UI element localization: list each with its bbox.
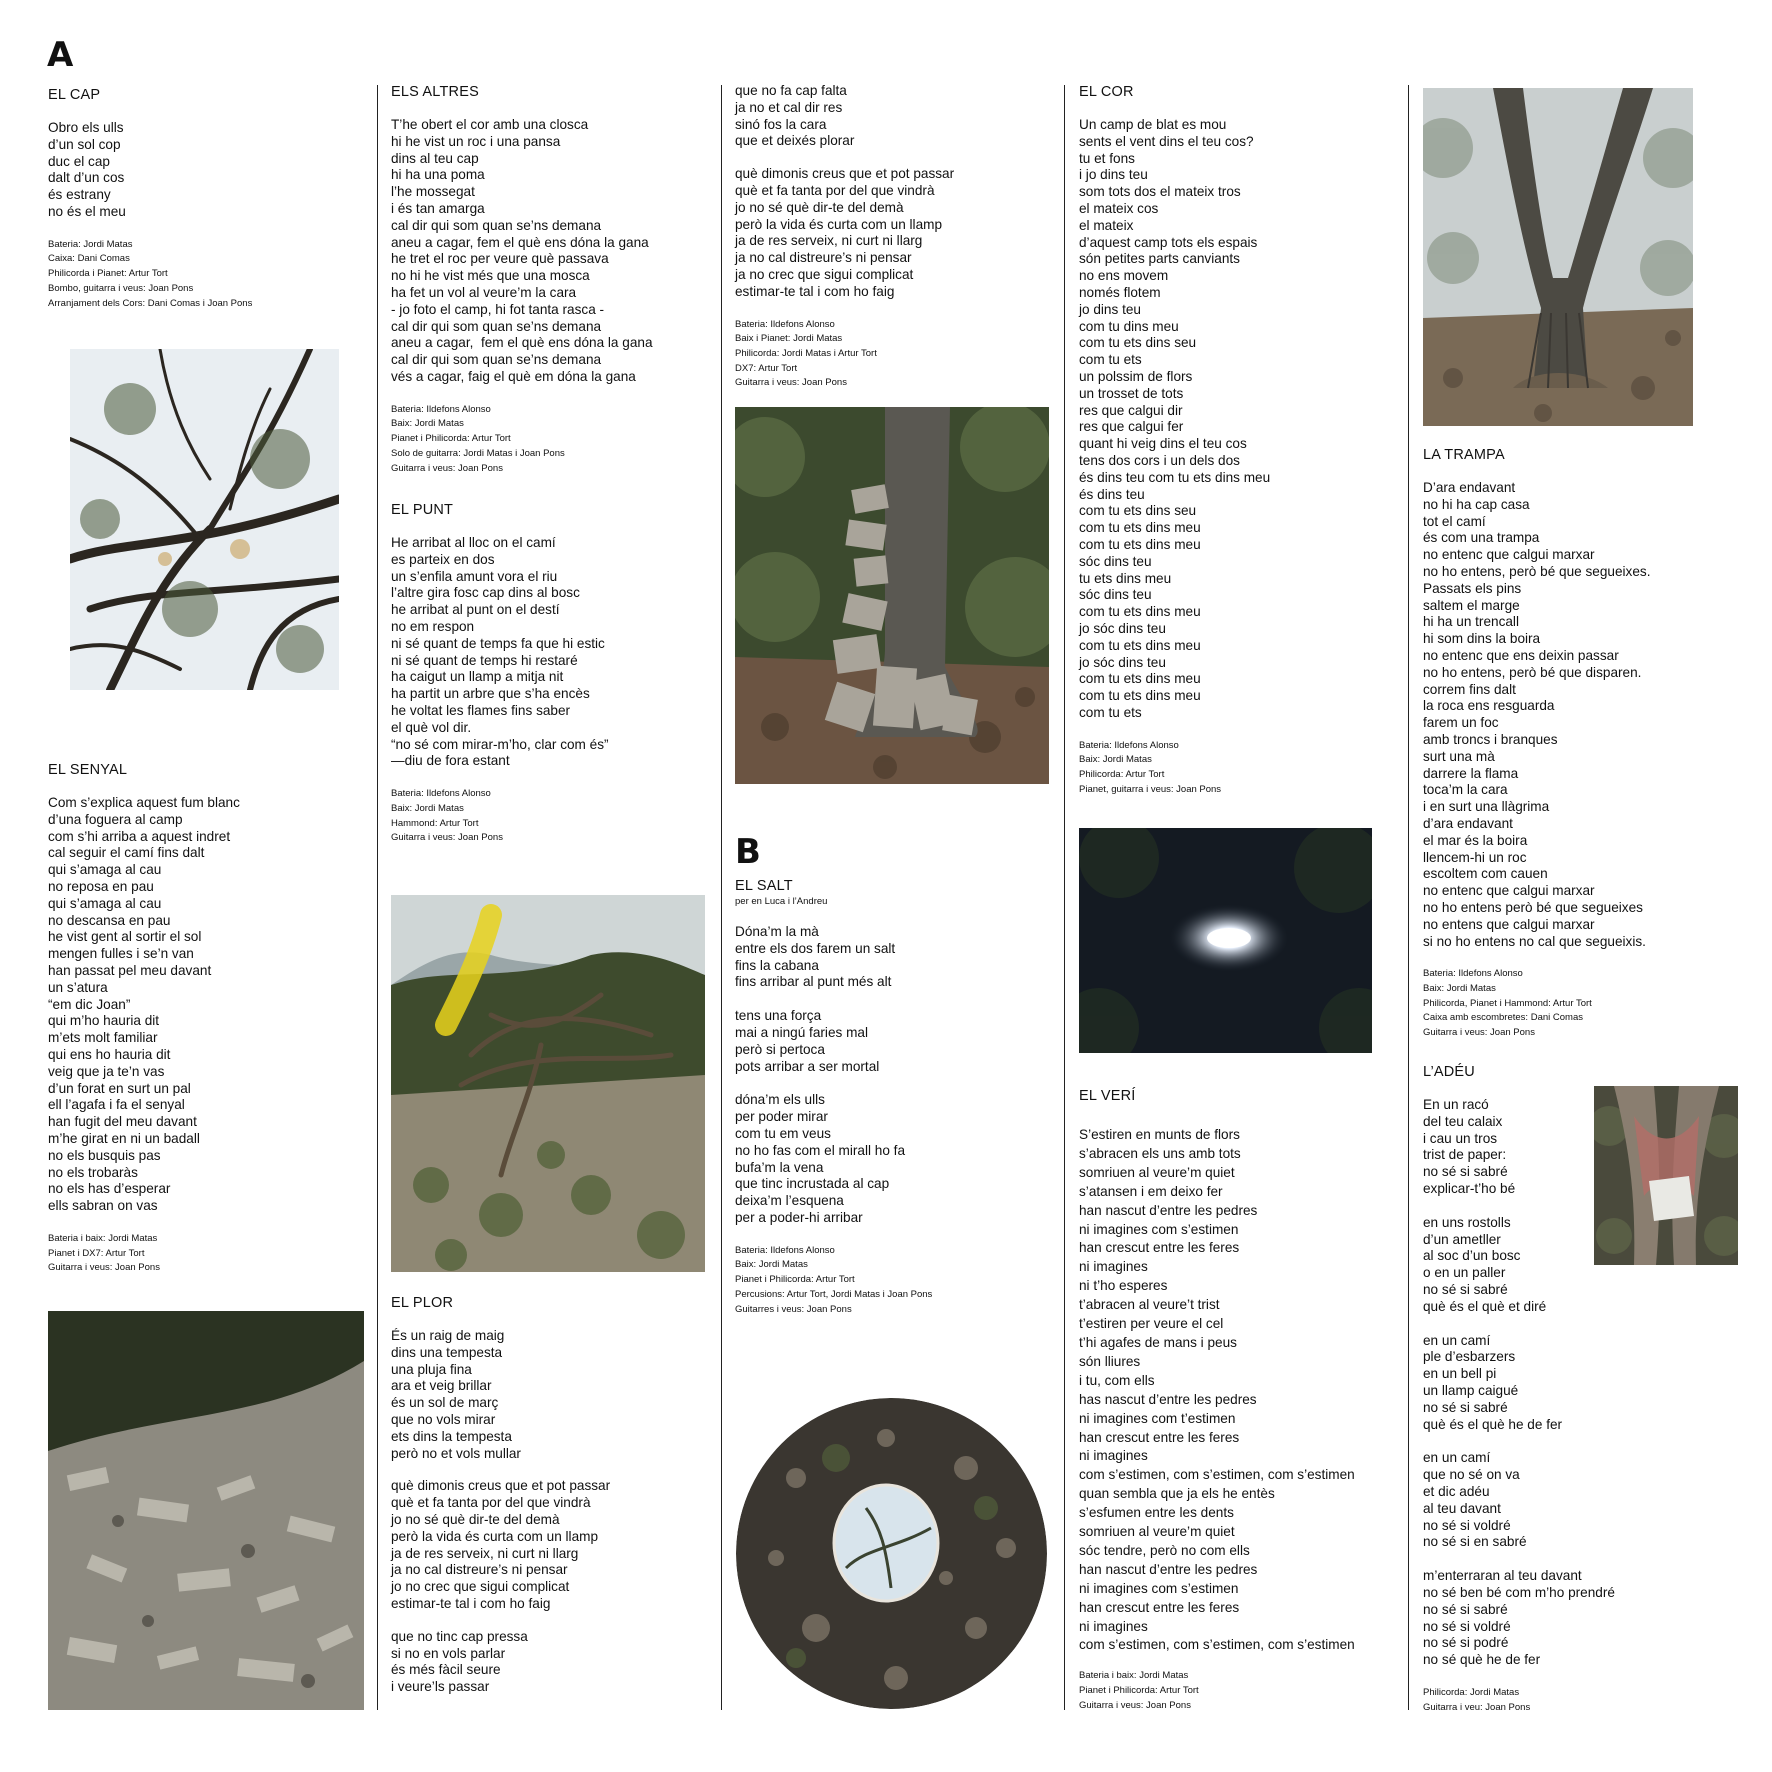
song-lyrics: què dimonis creus que et pot passar què et fa tanta por del que vindrà jo no sé què dir-te del demà però la vida és curta com un llamp ja de res serveix, ni curt ni llarg ja no cal distreure’s ni pensar jo no crec que sigui complicat estimar-te tal i com ho faig [391,1478,611,1611]
photo-stony-ground [48,1311,364,1710]
song-lyrics: És un raig de maig dins una tempesta una pluja fina ara et veig brillar és un sol de març que no vols mirar ets dins la tempesta però no et vols mullar [391,1328,521,1461]
song-lyrics: Dóna’m la mà entre els dos farem un salt fins la cabana fins arribar al punt més alt [735,924,896,990]
column-divider [721,85,722,1710]
song-credits: Bateria: Ildefons Alonso Baix i Pianet: Jordi Matas Philicorda: Jordi Matas i Artur Tort DX7: Artur Tort Guitarra i veus: Joan Pons [735,318,877,389]
song-credits: Bateria: Ildefons Alonso Baix: Jordi Matas Pianet i Philicorda: Artur Tort Percusions: Artur Tort, Jordi Matas i Joan Pons Guitarres i veus: Joan Pons [735,1244,933,1315]
song-el-senyal [48,761,368,1276]
song-lyrics: que no fa cap falta ja no et cal dir res sinó fos la cara que et deixés plorar [735,83,855,149]
song-credits: Bateria i baix: Jordi Matas Pianet i Philicorda: Artur Tort Guitarra i veus: Joan Pons [1079,1670,1199,1711]
song-el-salt [735,877,1060,1317]
song-title: L’ADÉU [1423,1064,1475,1080]
song-credits: Bateria: Ildefons Alonso Baix: Jordi Matas Hammond: Artur Tort Guitarra i veus: Joan Pons [391,788,503,844]
song-el-cap [48,86,368,311]
song-credits: Philicorda: Jordi Matas Guitarra i veu: Joan Pons [1423,1686,1531,1713]
song-title: EL COR [1079,84,1134,100]
song-els-altres [391,83,716,476]
song-title: EL PUNT [391,502,454,518]
song-lyrics: dóna’m els ulls per poder mirar com tu em veus no ho fas com el mirall ho fa bufa’m la vena que tinc incrustada al cap deixa’m l’esquena per a poder-hi arribar [735,1092,906,1225]
song-lyrics: En un racó del teu calaix i cau un tros trist de paper: no sé si sabré explicar-t’ho bé [1423,1097,1516,1196]
song-el-veri [1079,1087,1404,1713]
column-divider [1064,85,1065,1710]
song-lyrics: tens una força mai a ningú faries mal però si pertoca pots arribar a ser mortal [735,1008,880,1074]
song-lyrics: Obro els ulls d’un sol cop duc el cap dalt d’un cos és estrany no és el meu [48,120,126,219]
song-lyrics: T’he obert el cor amb una closca hi he vist un roc i una pansa dins al teu cap hi ha una poma l’he mossegat i és tan amarga cal dir qui som quan se’ns demana aneu a cagar, fem el què ens dóna la gana he tret el roc per veure què passava no hi he vist més que una mosca ha fet un vol al veure’m la cara - jo foto el camp, hi fot tanta rasca - cal dir qui som quan se’ns demana aneu a cagar, fem el què ens dóna la gana cal dir qui som quan se’ns demana vés a cagar, faig el què em dóna la gana [391,117,653,384]
photo-tree-with-stones [735,407,1049,784]
song-title: EL VERÍ [1079,1088,1136,1104]
column-divider [377,85,378,1710]
song-lyrics: que no tinc cap pressa si no en vols parlar és més fàcil seure i veure’ls passar [391,1628,528,1695]
song-title: ELS ALTRES [391,84,479,100]
song-lyrics: He arribat al lloc on el camí es parteix en dos un s’enfila amunt vora el riu l’altre gira fosc cap dins al bosc he arribat al punt on el destí no em respon ni sé quant de temps fa que hi estic ni sé quant de temps hi restaré ha caigut un llamp a mitja nit ha partit un arbre que s’ha encès he voltat les flames fins saber el què vol dir. “no sé com mirar-m’ho, clar com és” —diu de fora estant [391,535,609,769]
song-la-trampa [1423,446,1753,1041]
song-lyrics: en uns rostolls d’un ametller al soc d’un bosc o en un paller no sé si sabré què és el què et diré [1423,1214,1547,1314]
song-dedication: per en Luca i l’Andreu [735,896,828,907]
song-lyrics: S’estiren en munts de flors s’abracen els uns amb tots somriuen al veure’m quiet s’atansen i em deixo fer han nascut d’entre les pedres ni imagines com s’estimen han crescut entre les feres ni imagines ni t’ho esperes t’abracen al veure’t trist t’estiren per veure el cel t’hi agafes de mans i peus són lliures i tu, com ells has nascut d’entre les pedres ni imagines com t’estimen han crescut entre les feres ni imagines com s’estimen, com s’estimen, com s’estimen quan sembla que ja els he entès s’esfumen entre les dents somriuen al veure’m quiet sóc tendre, però no com ells han nascut d’entre les pedres ni imagines com s’estimen han crescut entre les feres ni imagines com s’estimen, com s’estimen, com s’estimen [1079,1127,1355,1653]
photo-tree-canopy [70,349,339,690]
song-lyrics: en un camí que no sé on va et dic adéu al teu davant no sé si voldré no sé si en sabré [1423,1450,1527,1550]
song-title: EL CAP [48,87,101,103]
song-el-punt [391,501,716,846]
song-credits: Bateria: Ildefons Alonso Baix: Jordi Matas Philicorda: Artur Tort Pianet, guitarra i veus: Joan Pons [1079,739,1222,795]
song-credits: Bateria i baix: Jordi Matas Pianet i DX7: Artur Tort Guitarra i veus: Joan Pons [48,1232,160,1274]
side-a-marker: A [47,35,73,75]
photo-tree-with-white-stone [1594,1086,1738,1265]
song-el-plor [391,1294,716,1696]
song-title: EL PLOR [391,1295,454,1311]
song-el-cor [1079,83,1404,798]
song-el-plor-continued [735,83,1060,391]
song-lyrics: què dimonis creus que et pot passar què et fa tanta por del que vindrà jo no sé què dir-te del demà però la vida és curta com un llamp ja de res serveix, ni curt ni llarg ja no cal distreure’s ni pensar ja no crec que sigui complicat estimar-te tal i com ho faig [735,166,955,299]
photo-mirror-in-ground [736,1398,1047,1709]
song-title: EL SALT [735,878,793,894]
column-divider [1408,85,1409,1710]
song-lyrics: m’enterraran al teu davant no sé ben bé com m’ho prendré no sé si sabré no sé si voldré no sé si podré no sé què he de fer [1423,1568,1615,1668]
song-lyrics: D’ara endavant no hi ha cap casa tot el camí és com una trampa no entenc que calgui marxar no ho entens, però bé que segueixes. Passats els pins saltem el marge hi ha un trencall hi som dins la boira no entenc que ens deixin passar no ho entens, però bé que disparen. correm fins dalt la roca ens resguarda farem un foc amb troncs i branques surt una mà darrere la flama toca’m la cara i en surt una llàgrima d’ara endavant el mar és la boira llencem-hi un roc escoltem com cauen no entenc que calgui marxar no ho entens però bé que segueixes no entens que calgui marxar si no ho entens no cal que segueixis. [1423,480,1651,949]
song-credits: Bateria: Jordi Matas Caixa: Dani Comas Philicorda i Pianet: Artur Tort Bombo, guitarra i veus: Joan Pons Arranjament dels Cors: Dani Comas i Joan Pons [48,238,253,309]
song-lyrics: en un camí ple d’esbarzers en un bell pi un llamp caigué no sé si sabré què és el què he de fer [1423,1332,1563,1432]
song-lyrics: Com s’explica aquest fum blanc d’una foguera al camp com s’hi arriba a aquest indret cal seguir el camí fins dalt qui s’amaga al cau no reposa en pau qui s’amaga al cau no descansa en pau he vist gent al sortir el sol mengen fulles i se’n van han passat pel meu davant un s’atura “em dic Joan” qui m’ho hauria dit m’ets molt familiar qui ens ho hauria dit veig que ja te’n vas d’un forat en surt un pal ell l’agafa i fa el senyal han fugit del meu davant m’he girat en ni un badall no els busquis pas no els trobaràs no els has d’esperar ells sabran on vas [48,795,240,1214]
song-credits: Bateria: Ildefons Alonso Baix: Jordi Matas Pianet i Philicorda: Artur Tort Solo de guitarra: Jordi Matas i Joan Pons Guitarra i veus: Joan Pons [391,403,565,474]
song-lyrics: Un camp de blat es mou sents el vent dins el teu cos? tu et fons i jo dins teu som tots dos el mateix tros el mateix cos el mateix d’aquest camp tots els espais són petites parts canviants no ens movem només flotem jo dins teu com tu dins meu com tu ets dins seu com tu ets un polssim de flors un trosset de tots res que calgui dir res que calgui fer quant hi veig dins el teu cos tens dos cors i un dels dos és dins teu com tu ets dins meu és dins teu com tu ets dins seu com tu ets dins meu com tu ets dins meu sóc dins teu tu ets dins meu sóc dins teu com tu ets dins meu jo sóc dins teu com tu ets dins meu jo sóc dins teu com tu ets dins meu com tu ets dins meu com tu ets [1079,117,1271,720]
song-title: LA TRAMPA [1423,447,1505,463]
photo-bright-light-in-dark [1079,828,1372,1053]
song-title: EL SENYAL [48,762,128,778]
photo-fallen-branch-yellow-light [391,895,705,1272]
side-b-marker: B [735,832,760,872]
song-credits: Bateria: Ildefons Alonso Baix: Jordi Matas Philicorda, Pianet i Hammond: Artur Tort Caixa amb escombretes: Dani Comas Guitarra i veus: Joan Pons [1423,968,1592,1039]
photo-forked-tree [1423,88,1693,426]
